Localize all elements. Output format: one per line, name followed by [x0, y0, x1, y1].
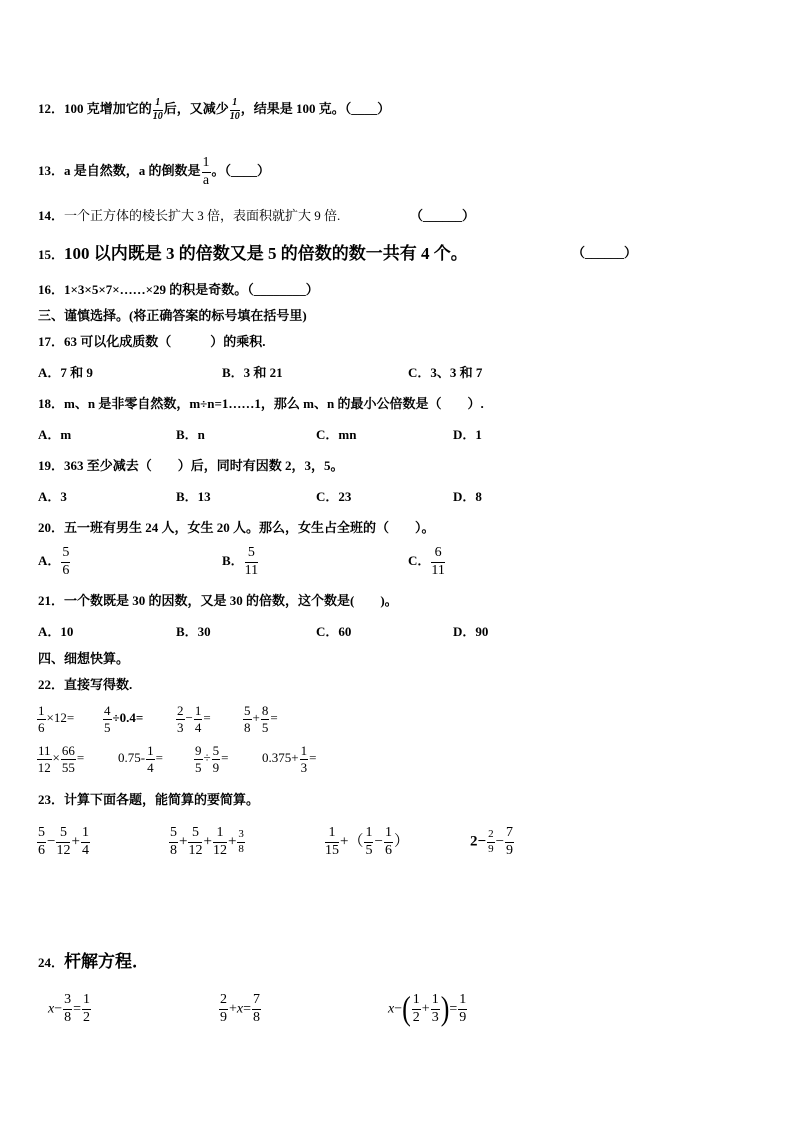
question-number: 18．	[38, 396, 65, 411]
fraction: $\frac{8}{5}$	[261, 703, 269, 735]
fraction: $\frac{9}{5}$	[195, 743, 202, 775]
question-15	[38, 245, 468, 262]
fraction: $\frac{3}{8}$	[64, 992, 72, 1025]
fraction: $\frac{5}{6}$	[62, 545, 70, 578]
option-b[interactable]: B．13	[176, 489, 211, 504]
question-text: 计算下面各题，能简算的要简算。	[64, 792, 260, 807]
question-text: a 是自然数，a 的倒数是	[64, 163, 201, 179]
expression: $\frac{5}{6}$ − $\frac{5}{12}$ + $\frac{1}{4}$	[38, 825, 89, 858]
section-heading: 三、谨慎选择。(将正确答案的标号填在括号里)	[38, 308, 307, 323]
question-number: 16．	[38, 282, 65, 297]
fraction: $\frac{1}{2}$	[412, 992, 420, 1025]
fraction: $\frac{2}{9}$	[488, 828, 494, 855]
option-b[interactable]: B．3 和 21	[222, 365, 283, 380]
fraction: $\frac{5}{9}$	[212, 743, 220, 775]
fraction: $\frac{2}{9}$	[220, 992, 227, 1025]
option-a[interactable]: A．10	[38, 624, 74, 639]
question-text: 杆解方程．	[64, 952, 150, 971]
fraction: $\frac{1}{5}$	[365, 825, 373, 858]
question-number: 20．	[38, 520, 65, 535]
option-a[interactable]: A．m	[38, 427, 72, 442]
fraction: $\frac{5}{6}$	[38, 825, 45, 858]
fraction: $\frac{1}{15}$	[325, 825, 339, 858]
question-text: 363 至少减去（ ）后，同时有因数 2，3，5。	[64, 458, 344, 473]
question-text: 后，又减少	[163, 100, 229, 116]
option-a[interactable]: A．3	[38, 489, 67, 504]
expression: $\frac{4}{5}$ ÷0.4=	[104, 703, 144, 735]
option-b[interactable]: B．30	[176, 624, 211, 639]
question-text: m、n 是非零自然数，m÷n=1……1，那么 m、n 的最小公倍数是（ ）.	[64, 396, 484, 411]
fraction: $\frac{1}{10}$	[152, 97, 163, 122]
question-number: 13．	[38, 163, 65, 179]
question-text: 100 克增加它的	[64, 100, 152, 116]
equation: $\frac{2}{9}$ +x= $\frac{7}{8}$	[220, 992, 261, 1025]
fraction: $\frac{11}{12}$	[37, 743, 51, 775]
fraction: $\frac{1}{12}$	[212, 825, 227, 858]
expression: $\frac{1}{15}$ +（ $\frac{1}{5}$ − $\frac{1}{6}$ ）	[325, 825, 409, 858]
equation: x−( $\frac{1}{2}$ + $\frac{1}{3}$ )= $\frac{1}{9}$	[388, 989, 467, 1028]
fraction: $\frac{66}{55}$	[61, 743, 75, 775]
question-text: 100 以内既是 3 的倍数又是 5 的倍数的数一共有 4 个。	[64, 244, 468, 263]
answer-blank[interactable]: （______）	[572, 245, 638, 260]
fraction: $\frac{1}{4}$	[194, 703, 202, 735]
question-text: 。（____）	[211, 163, 271, 179]
option-c[interactable]: C．3、3 和 7	[408, 365, 483, 380]
question-number: 19．	[38, 458, 65, 473]
question-23	[38, 793, 259, 806]
question-number: 22．	[38, 677, 65, 692]
fraction: $\frac{1}{6}$	[384, 825, 392, 858]
question-number: 24．	[38, 955, 65, 970]
expression: $\frac{2}{3}$ − $\frac{1}{4}$ =	[177, 703, 211, 735]
fraction: $\frac{1}{10}$	[229, 97, 240, 122]
expression: 2− $\frac{2}{9}$ − $\frac{7}{9}$	[470, 825, 514, 858]
question-18	[38, 397, 484, 410]
question-number: 12．	[38, 100, 65, 116]
question-text: 五一班有男生 24 人，女生 20 人。那么，女生占全班的（ ）。	[64, 520, 435, 535]
question-24	[38, 953, 149, 970]
fraction: $\frac{1}{9}$	[459, 992, 467, 1025]
option-a[interactable]: A．7 和 9	[38, 365, 93, 380]
expression: 0.375+ $\frac{1}{3}$ =	[262, 743, 317, 775]
fraction: $\frac{5}{12}$	[56, 825, 71, 858]
fraction: $\frac{1}{3}$	[300, 743, 308, 775]
fraction: $\frac{1}{2}$	[83, 992, 91, 1025]
fraction: $\frac{4}{5}$	[104, 703, 111, 735]
question-text: ，结果是 100 克。（____）	[240, 100, 391, 116]
fraction: $\frac{7}{9}$	[506, 825, 514, 858]
expression: $\frac{5}{8}$ + $\frac{8}{5}$ =	[244, 703, 278, 735]
fraction: $\frac{3}{8}$	[238, 828, 244, 855]
question-text: 一个数既是 30 的因数，又是 30 的倍数，这个数是( )。	[64, 593, 398, 608]
section-heading: 四、细想快算。	[38, 651, 130, 666]
question-text: 一个正方体的棱长扩大 3 倍，表面积就扩大 9 倍.	[64, 208, 341, 223]
fraction: $\frac{1}{4}$	[81, 825, 89, 858]
fraction: $\frac{1}{4}$	[147, 743, 154, 775]
question-21	[38, 594, 398, 607]
question-14	[38, 209, 340, 222]
question-number: 14．	[38, 208, 65, 223]
option-d[interactable]: D．90	[453, 624, 489, 639]
question-20	[38, 521, 435, 534]
question-number: 23．	[38, 792, 65, 807]
fraction: $\frac{1}{3}$	[431, 992, 439, 1025]
fraction: $\frac{5}{12}$	[188, 825, 203, 858]
fraction: $\frac{2}{3}$	[177, 703, 184, 735]
option-a[interactable]: A． $\frac{5}{6}$	[38, 545, 70, 578]
question-number: 15．	[38, 247, 65, 262]
equation: x− $\frac{3}{8}$ = $\frac{1}{2}$	[48, 992, 91, 1025]
expression: $\frac{11}{12}$ × $\frac{66}{55}$ =	[37, 743, 85, 775]
fraction: $\frac{5}{8}$	[244, 703, 251, 735]
question-13	[38, 156, 270, 188]
expression: $\frac{1}{6}$ ×12=	[38, 703, 75, 735]
option-c[interactable]: C． $\frac{6}{11}$	[408, 545, 445, 578]
option-c[interactable]: C．60	[316, 624, 352, 639]
expression: $\frac{5}{8}$ + $\frac{5}{12}$ + $\frac{1}{12}$ + $\frac{3}{8}$	[170, 825, 244, 858]
option-b[interactable]: B． $\frac{5}{11}$	[222, 545, 259, 578]
question-16	[38, 283, 319, 296]
fraction: $\frac{5}{11}$	[244, 545, 259, 578]
fraction: $\frac{6}{11}$	[431, 545, 445, 578]
option-b[interactable]: B．n	[176, 427, 205, 442]
question-text: 1×3×5×7×……×29 的积是奇数。（________）	[64, 282, 319, 297]
expression: 0.75- $\frac{1}{4}$ =	[118, 743, 163, 775]
expression: $\frac{9}{5}$ ÷ $\frac{5}{9}$ =	[195, 743, 229, 775]
fraction: $\frac{1}{6}$	[38, 703, 45, 735]
option-d[interactable]: D．1	[453, 427, 482, 442]
question-text: 直接写得数.	[64, 677, 133, 692]
fraction: $\frac{1}{a}$	[202, 155, 210, 188]
question-text: 63 可以化成质数（ ）的乘积.	[64, 334, 266, 349]
question-number: 21．	[38, 593, 65, 608]
question-19	[38, 459, 344, 472]
fraction: $\frac{7}{8}$	[253, 992, 261, 1025]
option-d[interactable]: D．8	[453, 489, 482, 504]
question-12	[38, 98, 390, 122]
answer-blank[interactable]: （______）	[410, 208, 476, 223]
option-c[interactable]: C．mn	[316, 427, 357, 442]
question-17	[38, 335, 266, 348]
fraction: $\frac{5}{8}$	[170, 825, 177, 858]
question-number: 17．	[38, 334, 65, 349]
question-22	[38, 678, 132, 691]
option-c[interactable]: C．23	[316, 489, 352, 504]
